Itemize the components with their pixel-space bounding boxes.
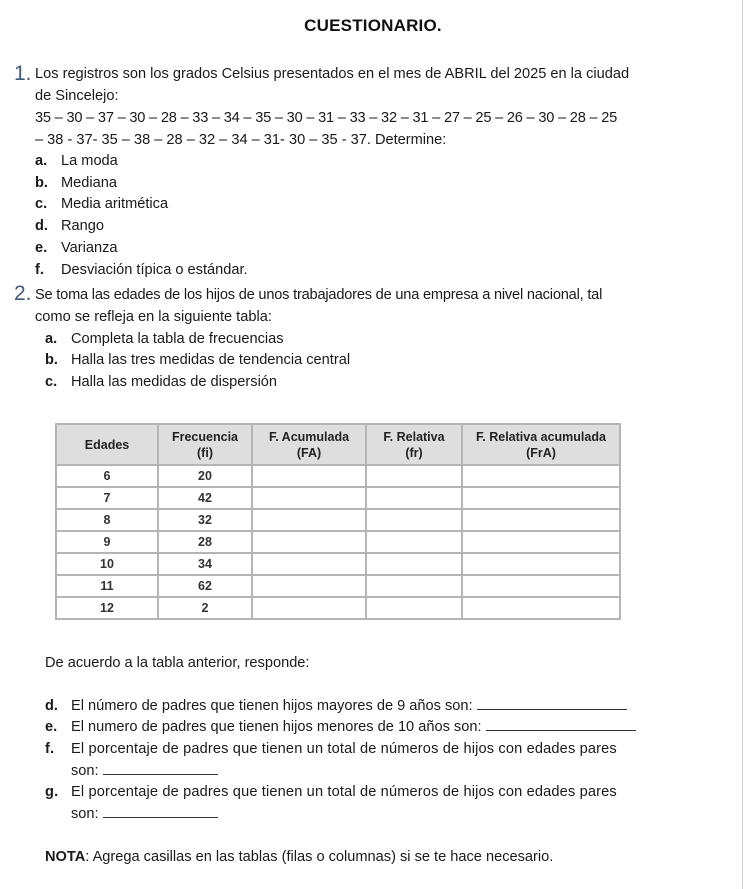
question-1-text-line: Los registros son los grados Celsius presentados en el mes de ABRIL del 2025 en la ciudad bbox=[35, 66, 630, 82]
table-row bbox=[56, 509, 620, 531]
cell-fr[interactable] bbox=[366, 531, 462, 553]
cell-fr[interactable] bbox=[366, 465, 462, 487]
cell-fa[interactable] bbox=[252, 509, 366, 531]
cell-fra[interactable] bbox=[462, 597, 620, 619]
cell-edad: 6 bbox=[56, 465, 158, 487]
followup-item-f-cont: son: bbox=[71, 763, 218, 779]
frequency-table bbox=[55, 423, 621, 620]
cell-fi: 20 bbox=[158, 465, 252, 487]
cell-fr[interactable] bbox=[366, 487, 462, 509]
nota-label: NOTA bbox=[45, 849, 86, 865]
cell-fa[interactable] bbox=[252, 531, 366, 553]
question-2-item: a. Completa la tabla de frecuencias bbox=[45, 331, 284, 347]
table-row bbox=[56, 531, 620, 553]
cell-fa[interactable] bbox=[252, 553, 366, 575]
header-f-acumulada: F. Acumulada (FA) bbox=[252, 424, 366, 465]
cell-fi: 2 bbox=[158, 597, 252, 619]
question-2-text-line: Se toma las edades de los hijos de unos trabajadores de una empresa a nivel nacional, tal bbox=[35, 287, 603, 303]
cell-edad: 11 bbox=[56, 575, 158, 597]
cell-edad: 9 bbox=[56, 531, 158, 553]
answer-blank[interactable] bbox=[103, 807, 218, 818]
followup-item-d: d. El número de padres que tienen hijos mayores de 9 años son: bbox=[45, 698, 627, 714]
page-edge bbox=[742, 0, 743, 889]
cell-fr[interactable] bbox=[366, 597, 462, 619]
cell-fra[interactable] bbox=[462, 487, 620, 509]
header-f-relativa: F. Relativa (fr) bbox=[366, 424, 462, 465]
answer-blank[interactable] bbox=[103, 764, 218, 775]
cell-edad: 12 bbox=[56, 597, 158, 619]
question-1-item: e. Varianza bbox=[35, 240, 118, 256]
question-1-number: 1. bbox=[14, 62, 32, 85]
cell-fa[interactable] bbox=[252, 487, 366, 509]
question-1-item: d. Rango bbox=[35, 218, 105, 234]
followup-item-e: e. El numero de padres que tienen hijos menores de 10 años son: bbox=[45, 719, 636, 735]
question-2-text-line: como se refleja en la siguiente tabla: bbox=[35, 309, 272, 325]
question-2-item: c. Halla las medidas de dispersión bbox=[45, 374, 278, 390]
cell-fr[interactable] bbox=[366, 575, 462, 597]
cell-fi: 32 bbox=[158, 509, 252, 531]
table-row bbox=[56, 487, 620, 509]
table-row bbox=[56, 597, 620, 619]
table-row bbox=[56, 575, 620, 597]
cell-fr[interactable] bbox=[366, 553, 462, 575]
question-1-item: b. Mediana bbox=[35, 175, 117, 191]
question-1-item: a. La moda bbox=[35, 153, 118, 169]
cell-fi: 28 bbox=[158, 531, 252, 553]
cell-fra[interactable] bbox=[462, 531, 620, 553]
cell-fra[interactable] bbox=[462, 575, 620, 597]
cell-fi: 62 bbox=[158, 575, 252, 597]
table-row bbox=[56, 553, 620, 575]
cell-fra[interactable] bbox=[462, 553, 620, 575]
cell-fi: 34 bbox=[158, 553, 252, 575]
cell-edad: 10 bbox=[56, 553, 158, 575]
page-title: CUESTIONARIO. bbox=[304, 16, 442, 35]
question-2-number: 2. bbox=[14, 282, 32, 305]
cell-fr[interactable] bbox=[366, 509, 462, 531]
cell-fra[interactable] bbox=[462, 509, 620, 531]
question-1-text-line: de Sincelejo: bbox=[35, 88, 119, 104]
followup-item-g: g. El porcentaje de padres que tienen un total de números de hijos con edades pares bbox=[45, 784, 617, 800]
cell-edad: 7 bbox=[56, 487, 158, 509]
answer-blank[interactable] bbox=[486, 720, 636, 731]
followup-item-g-cont: son: bbox=[71, 806, 218, 822]
question-1-item: c. Media aritmética bbox=[35, 196, 169, 212]
temperature-data-line: – 38 - 37- 35 – 38 – 28 – 32 – 34 – 31- 30 – 35 - 37. Determine: bbox=[35, 132, 447, 148]
followup-item-f: f. El porcentaje de padres que tienen un total de números de hijos con edades pares bbox=[45, 741, 617, 757]
cell-fa[interactable] bbox=[252, 465, 366, 487]
question-1-item: f. Desviación típica o estándar. bbox=[35, 262, 248, 278]
nota-text: : Agrega casillas en las tablas (filas o columnas) si se te hace necesario. bbox=[85, 849, 554, 865]
responde-instruction: De acuerdo a la tabla anterior, responde: bbox=[45, 655, 310, 671]
header-edades: Edades bbox=[56, 424, 158, 465]
header-frecuencia: Frecuencia (fi) bbox=[158, 424, 252, 465]
answer-blank[interactable] bbox=[477, 699, 627, 710]
cell-fra[interactable] bbox=[462, 465, 620, 487]
question-2-item: b. Halla las tres medidas de tendencia central bbox=[45, 352, 351, 368]
cell-edad: 8 bbox=[56, 509, 158, 531]
header-f-relativa-acumulada: F. Relativa acumulada (FrA) bbox=[462, 424, 620, 465]
cell-fa[interactable] bbox=[252, 575, 366, 597]
table-row bbox=[56, 465, 620, 487]
temperature-data-line: 35 – 30 – 37 – 30 – 28 – 33 – 34 – 35 – 30 – 31 – 33 – 32 – 31 – 27 – 25 – 26 – 30 – 28 – 25 bbox=[35, 110, 618, 126]
cell-fi: 42 bbox=[158, 487, 252, 509]
nota bbox=[45, 849, 553, 865]
table-header-row bbox=[56, 424, 620, 465]
cell-fa[interactable] bbox=[252, 597, 366, 619]
